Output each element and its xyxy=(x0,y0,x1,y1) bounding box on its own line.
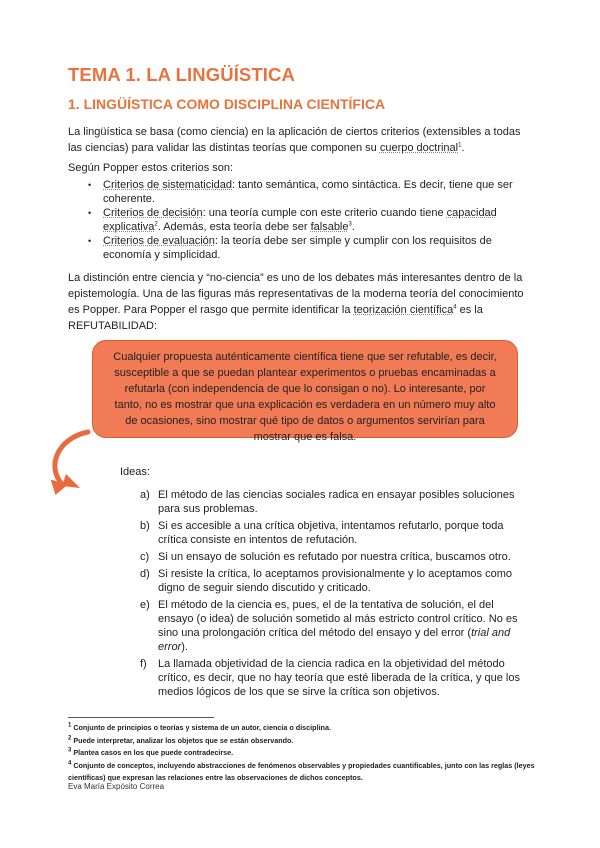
ideas-list xyxy=(140,488,530,702)
idea-text: El método de las ciencias sociales radica en ensayar posibles soluciones para sus problemas. xyxy=(158,489,515,515)
footnote-number: 3 xyxy=(68,747,72,754)
criteria-text: . xyxy=(351,221,355,233)
list-item xyxy=(140,567,530,595)
idea-letter: f) xyxy=(140,658,147,670)
intro-paragraph xyxy=(68,124,534,156)
page-title: TEMA 1. LA LINGÜÍSTICA xyxy=(68,64,295,85)
footnote-ref-4[interactable]: 4 xyxy=(453,304,457,311)
ideas-heading: Ideas: xyxy=(120,466,150,478)
footnote xyxy=(68,735,538,748)
idea-letter: c) xyxy=(140,551,150,563)
term-falsable[interactable]: falsable xyxy=(310,221,349,233)
term-teorizacion-cientifica[interactable]: teorización científica xyxy=(353,304,454,316)
debate-end: es la REFUTABILIDAD: xyxy=(68,304,483,332)
idea-italic: trial and error xyxy=(158,627,511,653)
list-item xyxy=(140,598,530,654)
footnote-number: 1 xyxy=(68,722,72,729)
footnotes xyxy=(68,722,538,785)
idea-text: Si es accesible a una crítica objetiva, intentamos refutarlo, porque toda crítica consiste en intentos de refutación. xyxy=(158,520,504,546)
author-footer: Eva María Expósito Correa xyxy=(68,782,165,791)
footnote-ref-2[interactable]: 2 xyxy=(154,221,158,228)
term-sistematicidad[interactable]: Criterios de sistematicidad xyxy=(103,179,232,191)
list-item xyxy=(88,178,528,206)
list-item xyxy=(140,550,530,564)
list-item xyxy=(140,657,530,699)
footnote-number: 2 xyxy=(68,735,72,742)
footnote xyxy=(68,760,538,785)
curved-arrow-icon xyxy=(40,428,120,498)
footnote-text: Conjunto de conceptos, incluyendo abstracciones de fenómenos observables y propiedades cuantificables, junto con las reglas (leyes científicas) que expresan las relaciones entre las observaciones de dichos conceptos. xyxy=(68,760,535,782)
footnote-text: Puede interpretar, analizar los objetos que se están observando. xyxy=(71,735,294,745)
term-cuerpo-doctrinal[interactable]: cuerpo doctrinal xyxy=(379,142,459,154)
idea-letter: e) xyxy=(140,599,150,611)
intro-end: . xyxy=(461,142,465,154)
debate-text: La distinción entre ciencia y “no-ciencia” es uno de los debates más interesantes dentro de la epistemología. Una de las figuras más representativas de la moderna teoría del conocimiento es Popper. Para Popper el rasgo que permite identificar la xyxy=(68,272,524,316)
criteria-text: : una teoría cumple con este criterio cuando tiene xyxy=(202,207,447,219)
criteria-text: : la teoría debe ser simple y cumplir con los requisitos de economía y simplicidad. xyxy=(103,235,492,261)
footnote-divider xyxy=(68,717,214,718)
list-item xyxy=(88,234,528,262)
term-evaluacion[interactable]: Criterios de evaluación xyxy=(103,235,215,247)
popper-intro: Según Popper estos criterios son: xyxy=(68,162,234,174)
idea-text: Si resiste la crítica, lo aceptamos provisionalmente y lo aceptamos como digno de seguir siendo discutido y criticado. xyxy=(158,568,512,594)
debate-paragraph xyxy=(68,270,534,334)
idea-text: El método de la ciencia es, pues, el de la tentativa de solución, el del ensayo (o idea) de solución sometido al más estricto control crítico. No es sino una prolongación crítica del método del ensayo y del error ( xyxy=(158,599,518,639)
idea-text-end: ). xyxy=(181,641,188,653)
list-item xyxy=(140,488,530,516)
criteria-text: : tanto semántica, como sintáctica. Es decir, tiene que ser coherente. xyxy=(103,179,513,205)
footnote-ref-3[interactable]: 3 xyxy=(348,221,352,228)
footnote-text: Conjunto de principios o teorías y sistema de un autor, ciencia o disciplina. xyxy=(71,723,331,732)
criteria-list xyxy=(88,178,528,262)
idea-letter: d) xyxy=(140,568,150,580)
idea-letter: b) xyxy=(140,520,150,532)
footnote-ref-1[interactable]: 1 xyxy=(458,142,462,149)
refutability-callout: Cualquier propuesta auténticamente científica tiene que ser refutable, es decir, susceptible a que se puedan plantear experimentos o pruebas encaminadas a refutarla (con independencia de que lo consigan o no). Lo interesante, por tanto, no es mostrar que una explicación es verdadera en un número muy alto de ocasiones, sino mostrar qué tipo de datos o argumentos servirían para mostrar que es falsa. xyxy=(92,340,518,438)
idea-text: Si un ensayo de solución es refutado por nuestra crítica, buscamos otro. xyxy=(158,551,511,563)
section-heading: 1. LINGÜÍSTICA COMO DISCIPLINA CIENTÍFICA xyxy=(68,96,386,112)
list-item xyxy=(140,519,530,547)
footnote xyxy=(68,722,538,735)
footnote xyxy=(68,747,538,760)
list-item xyxy=(88,206,528,234)
intro-text: La lingüística se basa (como ciencia) en la aplicación de ciertos criterios (extensibles a todas las ciencias) para validar las distintas teorías que componen su xyxy=(68,126,521,154)
idea-letter: a) xyxy=(140,489,150,501)
term-capacidad-explicativa[interactable]: capacidad explicativa xyxy=(103,207,497,233)
footnote-number: 4 xyxy=(68,760,72,767)
term-decision[interactable]: Criterios de decisión xyxy=(103,207,203,219)
idea-text: La llamada objetividad de la ciencia radica en la objetividad del método crítico, es decir, que no hay teoría que esté liberada de la crítica, y que los medios lógicos de los que se sirve la crítica son objetivos. xyxy=(158,658,520,698)
criteria-text: . Además, esta teoría debe ser xyxy=(157,221,311,233)
footnote-text: Plantea casos en los que puede contradecirse. xyxy=(71,748,234,757)
